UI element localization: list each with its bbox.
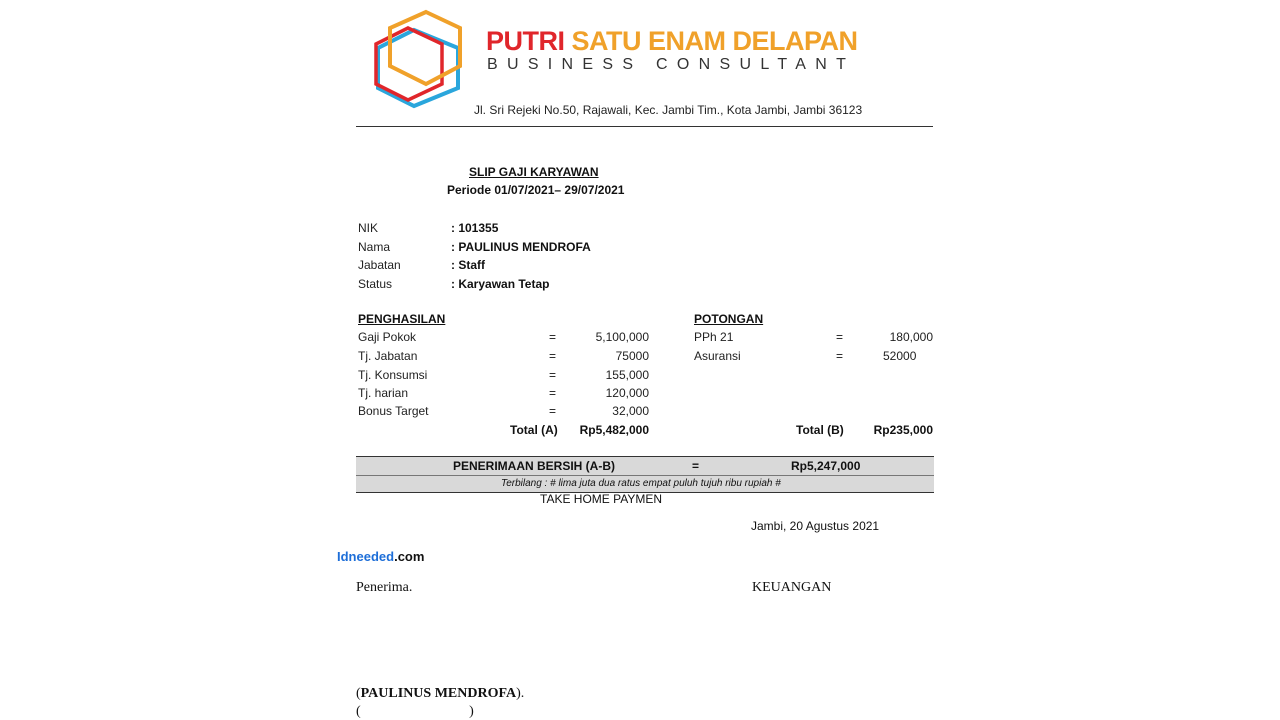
income-item-eq: = (549, 330, 557, 344)
company-address: Jl. Sri Rejeki No.50, Rajawali, Kec. Jambi Tim., Kota Jambi, Jambi 36123 (474, 103, 863, 117)
income-item-label: Tj. harian (358, 386, 409, 400)
income-item-eq: = (549, 404, 557, 418)
slip-title: SLIP GAJI KARYAWAN (469, 165, 599, 179)
income-item-label: Bonus Target (358, 404, 429, 418)
net-pay-value: Rp5,247,000 (791, 459, 861, 473)
receiver-signature (356, 686, 524, 702)
nik-label: NIK (358, 221, 379, 235)
income-item-label: Tj. Jabatan (358, 349, 418, 363)
income-item-amount: 155,000 (605, 368, 649, 382)
deduction-item-eq: = (836, 349, 844, 363)
deduction-heading: POTONGAN (694, 312, 764, 326)
deduction-item-eq: = (836, 330, 844, 344)
slip-period: Periode 01/07/2021– 29/07/2021 (447, 183, 625, 197)
net-pay-label: PENERIMAAN BERSIH (A-B) (453, 459, 615, 473)
watermark-part2: .com (394, 549, 425, 564)
income-total-label: Total (A) (510, 423, 558, 437)
net-pay-eq: = (692, 459, 700, 473)
deduction-total-label: Total (B) (796, 423, 844, 437)
net-pay-separator (356, 475, 934, 476)
income-item-eq: = (549, 368, 557, 382)
watermark (337, 549, 424, 564)
header-divider (356, 126, 933, 127)
income-item-amount: 5,100,000 (595, 330, 649, 344)
income-item-eq: = (549, 386, 557, 400)
blank-signature-line: ( ) (356, 704, 474, 719)
income-total-value: Rp5,482,000 (579, 423, 649, 437)
hexagon-logo-icon (370, 8, 466, 112)
company-tagline: BUSINESS CONSULTANT (487, 56, 856, 73)
finance-label: KEUANGAN (752, 580, 832, 595)
deduction-item-label: Asuransi (694, 349, 741, 363)
deduction-total-value: Rp235,000 (873, 423, 933, 437)
nik-value: : 101355 (451, 221, 499, 235)
position-label: Jabatan (358, 258, 401, 272)
name-label: Nama (358, 240, 391, 254)
watermark-part1: Idneeded (337, 549, 395, 564)
name-value: : PAULINUS MENDROFA (451, 240, 591, 254)
income-item-label: Gaji Pokok (358, 330, 417, 344)
income-item-amount: 75000 (615, 349, 649, 363)
income-item-label: Tj. Konsumsi (358, 368, 428, 382)
position-value: : Staff (451, 258, 485, 272)
status-label: Status (358, 277, 393, 291)
income-heading: PENGHASILAN (358, 312, 446, 326)
deduction-item-amount: 52000 (883, 349, 917, 363)
company-name-part1: PUTRI (486, 26, 565, 56)
net-pay-in-words: Terbilang : # lima juta dua ratus empat puluh tujuh ribu rupiah # (501, 478, 781, 489)
slip-date: Jambi, 20 Agustus 2021 (751, 519, 880, 533)
income-item-amount: 32,000 (612, 404, 649, 418)
company-name (486, 26, 858, 57)
deduction-item-label: PPh 21 (694, 330, 734, 344)
deduction-item-amount: 180,000 (889, 330, 933, 344)
receiver-label: Penerima. (356, 580, 413, 595)
signature-close-paren: ). (516, 686, 525, 701)
status-value: : Karyawan Tetap (451, 277, 550, 291)
company-name-part2: SATU ENAM DELAPAN (571, 26, 858, 56)
income-item-amount: 120,000 (605, 386, 649, 400)
income-item-eq: = (549, 349, 557, 363)
signature-name: PAULINUS MENDROFA (360, 686, 517, 701)
take-home-pay-label: TAKE HOME PAYMEN (540, 492, 663, 506)
signature-open-paren: ( (356, 686, 361, 701)
